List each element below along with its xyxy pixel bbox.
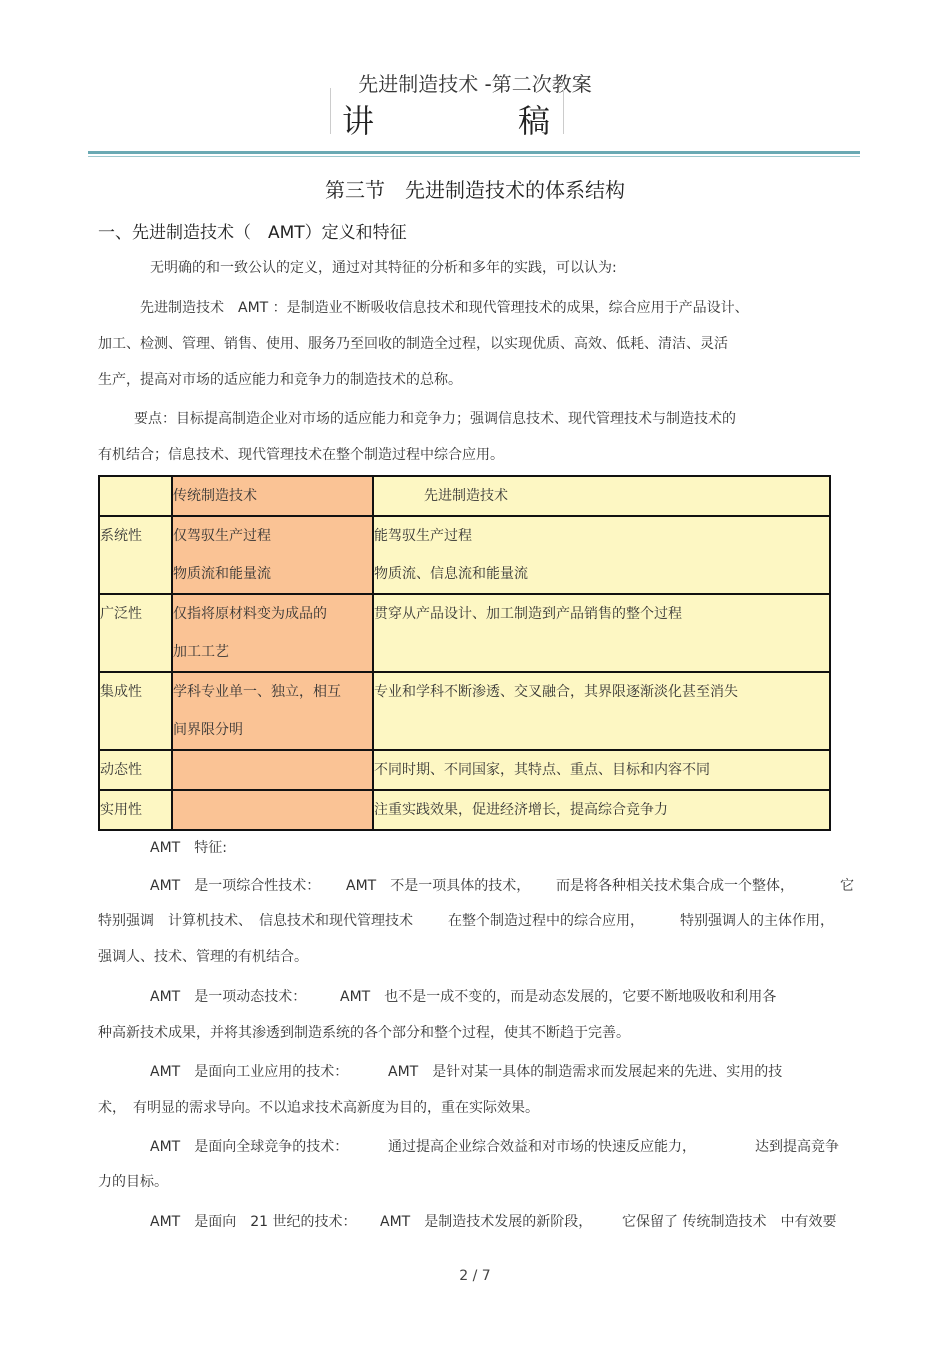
definition-line-3: 生产，提高对市场的适应能力和竞争力的制造技术的总称。 (98, 372, 462, 388)
row-label: 广泛性 (99, 594, 172, 672)
table-row (99, 594, 830, 672)
para3-seg: 有明显的需求导向。不以追求技术高新度为目的，重在实际效果。 (133, 1100, 539, 1116)
lecture-title-char-1: 讲 (342, 102, 375, 140)
features-title: AMT 特征: (150, 840, 227, 856)
para2-seg: AMT 也不是一成不变的，而是动态发展的，它要不断地吸收和利用各 (340, 989, 777, 1005)
cell-line: 仅驾驭生产过程 (173, 528, 271, 544)
traditional-cell (172, 672, 373, 750)
traditional-cell (172, 516, 373, 594)
table-header-traditional: 传统制造技术 (172, 476, 373, 516)
advanced-cell: 注重实践效果，促进经济增长，提高综合竞争力 (373, 790, 830, 830)
para5-seg: AMT 是面向 21 世纪的技术： (150, 1214, 357, 1230)
table-row (99, 750, 830, 790)
advanced-cell (373, 594, 830, 672)
intro-text: 无明确的和一致公认的定义，通过对其特征的分析和多年的实践，可以认为: (150, 260, 617, 276)
para1-seg: AMT 不是一项具体的技术， (346, 878, 531, 894)
para3-seg: 术， (98, 1100, 126, 1116)
traditional-cell (172, 790, 373, 830)
header-divider (88, 151, 860, 154)
cell-line: 能驾驭生产过程 (374, 528, 472, 544)
cell-line: 物质流、信息流和能量流 (374, 566, 528, 582)
table-row (99, 516, 830, 594)
cell-line: 仅指将原材料变为成品的 (173, 606, 327, 622)
cell-line: 间界限分明 (173, 722, 243, 738)
traditional-cell (172, 750, 373, 790)
para4-seg: 力的目标。 (98, 1174, 168, 1190)
para1-seg: 强调人、技术、管理的有机结合。 (98, 949, 308, 965)
document-title: 先进制造技术 -第二次教案 (358, 72, 592, 96)
table-header-advanced: 先进制造技术 (373, 476, 830, 516)
para5-seg: 它保留了 传统制造技术 中有效要 (622, 1214, 837, 1230)
para1-seg: AMT 是一项综合性技术： (150, 878, 321, 894)
para1-seg: 它 (840, 878, 854, 894)
table-header-row (99, 476, 830, 516)
para2-seg: AMT 是一项动态技术： (150, 989, 307, 1005)
advanced-cell: 不同时期、不同国家，其特点、重点、目标和内容不同 (373, 750, 830, 790)
para1-seg: 特别强调 计算机技术、 信息技术和现代管理技术 (98, 913, 413, 929)
cell-line: 专业和学科不断渗透、交叉融合，其界限逐渐淡化甚至消失 (374, 684, 738, 700)
row-label: 实用性 (99, 790, 172, 830)
key-points-line-1: 要点：目标提高制造企业对市场的适应能力和竞争力；强调信息技术、现代管理技术与制造技术的 (134, 411, 736, 427)
para1-seg: 在整个制造过程中的综合应用， (448, 913, 644, 929)
para3-seg: AMT 是针对某一具体的制造需求而发展起来的先进、实用的技 (388, 1064, 783, 1080)
traditional-cell (172, 594, 373, 672)
cell-line: 贯穿从产品设计、加工制造到产品销售的整个过程 (374, 606, 682, 622)
advanced-cell (373, 516, 830, 594)
para1-seg: 而是将各种相关技术集合成一个整体， (556, 878, 794, 894)
row-label: 动态性 (99, 750, 172, 790)
heading-definition: 一、先进制造技术（ AMT）定义和特征 (98, 223, 407, 243)
header-divider-thin (88, 156, 860, 157)
para4-seg: AMT 是面向全球竞争的技术： (150, 1139, 349, 1155)
cell-line: 学科专业单一、独立，相互 (173, 684, 341, 700)
section-title: 第三节 先进制造技术的体系结构 (325, 178, 625, 202)
comparison-table (98, 475, 831, 831)
table-row (99, 790, 830, 830)
para3-seg: AMT 是面向工业应用的技术： (150, 1064, 349, 1080)
para2-seg: 种高新技术成果，并将其渗透到制造系统的各个部分和整个过程，使其不断趋于完善。 (98, 1025, 630, 1041)
cell-line: 物质流和能量流 (173, 566, 271, 582)
cell-line: 加工工艺 (173, 644, 229, 660)
definition-line-1: 先进制造技术 AMT ：是制造业不断吸收信息技术和现代管理技术的成果，综合应用于产品设计、 (140, 300, 749, 316)
table-row (99, 672, 830, 750)
advanced-cell (373, 672, 830, 750)
page-number: 2 / 7 (459, 1268, 491, 1284)
key-points-line-2: 有机结合；信息技术、现代管理技术在整个制造过程中综合应用。 (98, 447, 504, 463)
para1-seg: 特别强调人的主体作用， (680, 913, 834, 929)
definition-line-2: 加工、检测、管理、销售、使用、服务乃至回收的制造全过程，以实现优质、高效、低耗、清洁、灵活 (98, 336, 728, 352)
para4-seg: 通过提高企业综合效益和对市场的快速反应能力， (388, 1139, 696, 1155)
row-label: 系统性 (99, 516, 172, 594)
para4-seg: 达到提高竞争 (755, 1139, 839, 1155)
row-label: 集成性 (99, 672, 172, 750)
lecture-title-char-2: 稿 (518, 102, 551, 140)
table-header-empty (99, 476, 172, 516)
para5-seg: AMT 是制造技术发展的新阶段， (380, 1214, 593, 1230)
